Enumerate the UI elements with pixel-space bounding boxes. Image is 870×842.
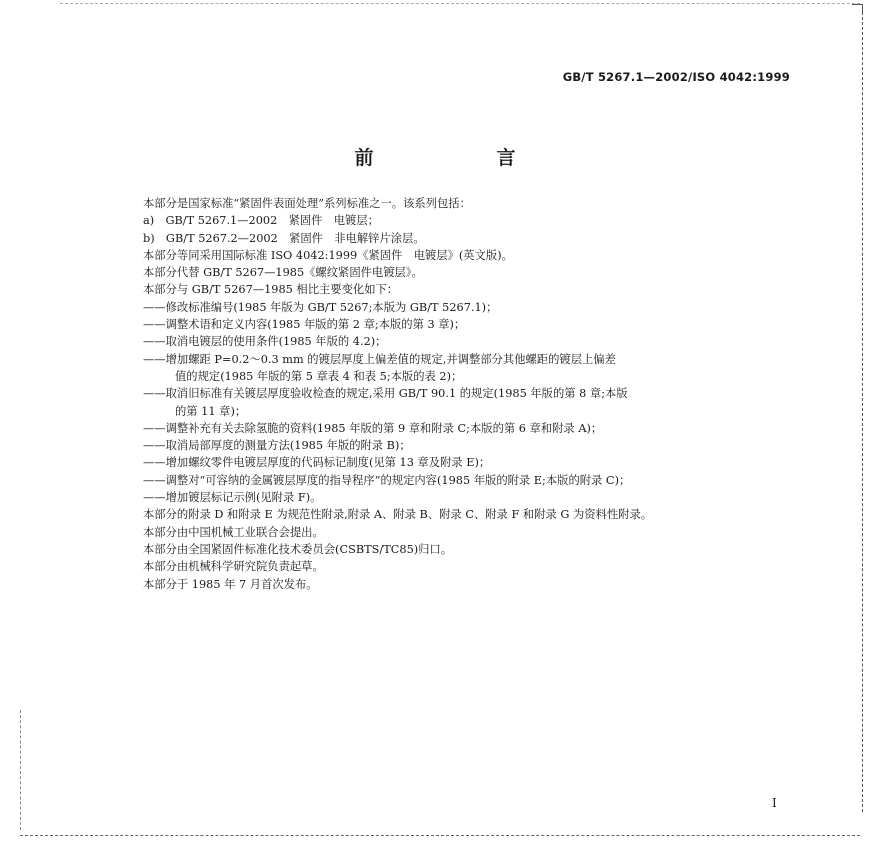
- scan-border-bottom: [20, 835, 860, 836]
- change-item: ——取消电镀层的使用条件(1985 年版的 4.2)；: [143, 335, 387, 349]
- page-title: 前 言: [354, 147, 568, 169]
- change-item: ——增加螺纹零件电镀层厚度的代码标记制度(见第 13 章及附录 E)；: [143, 456, 491, 470]
- document-body: [143, 195, 803, 593]
- paragraph-line: 本部分等同采用国际标准 ISO 4042:1999《紧固件 电镀层》(英文版)。: [143, 248, 513, 262]
- change-item: ——调整对“可容纳的金属镀层厚度的指导程序”的规定内容(1985 年版的附录 E;本版的附录 C)；: [143, 473, 631, 487]
- paragraph-line: 本部分于 1985 年 7 月首次发布。: [143, 577, 318, 591]
- paragraph-line: 本部分由机械科学研究院负责起草。: [143, 560, 324, 574]
- paragraph-line: 本部分由中国机械工业联合会提出。: [143, 525, 324, 539]
- scan-border-right: [862, 12, 863, 812]
- paragraph-line: 本部分由全国紧固件标准化技术委员会(CSBTS/TC85)归口。: [143, 542, 453, 556]
- scan-border-left: [20, 710, 21, 830]
- change-item: ——增加螺距 P=0.2～0.3 mm 的镀层厚度上偏差值的规定,并调整部分其他螺距的镀层上偏差: [143, 352, 616, 366]
- change-item: ——调整术语和定义内容(1985 年版的第 2 章;本版的第 3 章)；: [143, 318, 466, 332]
- list-item: b) GB/T 5267.2—2002 紧固件 非电解锌片涂层。: [143, 231, 425, 245]
- change-item-continuation: 值的规定(1985 年版的第 5 章表 4 和表 5;本版的表 2)；: [175, 369, 463, 383]
- paragraph-line: 本部分的附录 D 和附录 E 为规范性附录,附录 A、附录 B、附录 C、附录 F 和附录 G 为资料性附录。: [143, 508, 653, 522]
- change-item: ——调整补充有关去除氢脆的资料(1985 年版的第 9 章和附录 C;本版的第 6 章和附录 A)；: [143, 421, 603, 435]
- change-item: ——取消旧标准有关镀层厚度验收检查的规定,采用 GB/T 90.1 的规定(1985 年版的第 8 章;本版: [143, 387, 628, 401]
- change-item-continuation: 的第 11 章)；: [175, 404, 247, 418]
- standard-number: GB/T 5267.1—2002/ISO 4042:1999: [562, 70, 790, 84]
- paragraph-line: 本部分与 GB/T 5267—1985 相比主要变化如下：: [143, 283, 399, 297]
- paragraph-line: 本部分代替 GB/T 5267—1985《螺纹紧固件电镀层》。: [143, 266, 423, 280]
- page-number: I: [772, 796, 777, 810]
- list-item: a) GB/T 5267.1—2002 紧固件 电镀层；: [143, 214, 379, 228]
- paragraph-line: 本部分是国家标准“紧固件表面处理”系列标准之一。该系列包括：: [143, 197, 471, 210]
- scan-border-top: [60, 3, 860, 4]
- change-item: ——取消局部厚度的测量方法(1985 年版的附录 B)；: [143, 439, 411, 453]
- change-item: ——增加镀层标记示例(见附录 F)。: [143, 491, 322, 505]
- scan-corner-mark: [852, 4, 863, 15]
- change-item: ——修改标准编号(1985 年版为 GB/T 5267;本版为 GB/T 5267.1)；: [143, 300, 498, 314]
